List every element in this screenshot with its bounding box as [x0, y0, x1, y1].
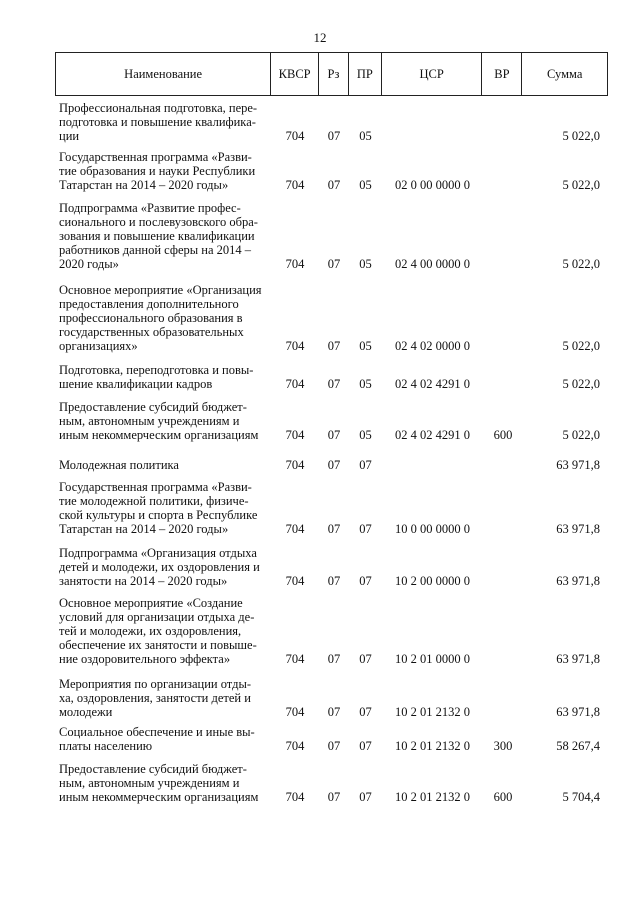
row-name: Предоставление субсидий бюджет- ным, автономным учреждениям и иным некоммерческим организациям: [59, 762, 259, 804]
row-pr: 05: [359, 178, 372, 192]
row-csr: 02 4 02 0000 0: [395, 339, 470, 353]
row-sum: 63 971,8: [556, 522, 600, 536]
row-pr: 07: [359, 790, 372, 804]
row-csr: 02 4 02 4291 0: [395, 377, 470, 391]
row-vr: [483, 596, 523, 666]
row-kvsr: 704: [285, 257, 305, 271]
row-vr: [483, 101, 523, 143]
row-vr: [483, 480, 523, 536]
row-pr: 05: [359, 129, 372, 143]
row-rz: 07: [327, 129, 341, 143]
row-name: Социальное обеспечение и иные вы- платы населению: [59, 725, 255, 753]
row-sum: 5 022,0: [562, 377, 600, 391]
table-row: [55, 101, 608, 143]
row-pr: 05: [359, 377, 372, 391]
row-name: Подготовка, переподготовка и повы- шение квалификации кадров: [59, 363, 254, 391]
row-kvsr: 704: [285, 178, 305, 192]
page-number: 12: [313, 30, 327, 45]
row-kvsr: 704: [285, 790, 305, 804]
row-vr: 300: [493, 739, 513, 753]
row-sum: 5 022,0: [562, 129, 600, 143]
table-header: [55, 52, 608, 96]
row-pr: 07: [359, 652, 372, 666]
row-name: Государственная программа «Разви- тие молодежной политики, физиче- ской культуры и спорта в Республике Татарстан на 2014 – 2020 годы»: [59, 480, 258, 536]
row-vr: [483, 150, 523, 192]
row-kvsr: 704: [285, 522, 305, 536]
row-name: Государственная программа «Разви- тие образования и науки Республики Татарстан на 2014 – 2020 годы»: [59, 150, 256, 192]
row-name: Профессиональная подготовка, пере- подготовка и повышение квалифика- ции: [59, 101, 258, 143]
row-vr: [483, 546, 523, 588]
row-kvsr: 704: [285, 652, 305, 666]
row-csr: 02 4 02 4291 0: [395, 428, 470, 442]
row-rz: 07: [327, 705, 341, 719]
row-sum: 58 267,4: [556, 739, 600, 753]
row-kvsr: 704: [285, 377, 305, 391]
row-name: Молодежная политика: [59, 458, 179, 472]
row-name: Основное мероприятие «Организация предоставления дополнительного профессионального образования в государственных образовательных организациях»: [59, 283, 262, 353]
row-kvsr: 704: [285, 574, 305, 588]
header-csr: ЦСР: [382, 53, 483, 95]
row-csr: 10 2 00 0000 0: [395, 574, 470, 588]
row-name: Мероприятия по организации отды- ха, оздоровления, занятости детей и молодежи: [59, 677, 252, 719]
row-sum: 63 971,8: [556, 705, 600, 719]
table-row: [55, 458, 608, 472]
row-sum: 5 022,0: [562, 428, 600, 442]
row-csr: 10 0 00 0000 0: [395, 522, 470, 536]
row-kvsr: 704: [285, 739, 305, 753]
row-kvsr: 704: [285, 339, 305, 353]
row-sum: 63 971,8: [556, 652, 600, 666]
row-pr: 05: [359, 428, 372, 442]
row-vr: [483, 458, 523, 472]
row-kvsr: 704: [285, 428, 305, 442]
row-csr: 10 2 01 2132 0: [395, 739, 470, 753]
row-pr: 05: [359, 257, 372, 271]
row-sum: 63 971,8: [556, 574, 600, 588]
row-csr: 10 2 01 2132 0: [395, 790, 470, 804]
row-pr: 07: [359, 739, 372, 753]
row-rz: 07: [327, 652, 341, 666]
row-pr: 07: [359, 574, 372, 588]
row-vr: [483, 283, 523, 353]
row-name: Подпрограмма «Организация отдыха детей и молодежи, их оздоровления и занятости на 2014 – 2020 годы»: [59, 546, 260, 588]
row-pr: 07: [359, 522, 372, 536]
row-csr: 02 0 00 0000 0: [395, 178, 470, 192]
row-csr: 02 4 00 0000 0: [395, 257, 470, 271]
row-vr: [483, 677, 523, 719]
table-row: [55, 283, 608, 353]
row-rz: 07: [327, 339, 341, 353]
row-name: Основное мероприятие «Создание условий для организации отдыха де- тей и молодежи, их оздоровления, обеспечение их занятости и повыше- ние оздоровительного эффекта»: [59, 596, 257, 666]
row-pr: 05: [359, 339, 372, 353]
row-sum: 5 704,4: [562, 790, 600, 804]
row-vr: [483, 363, 523, 391]
row-rz: 07: [327, 377, 341, 391]
header-sum: Сумма: [546, 66, 583, 81]
row-csr: [382, 458, 483, 472]
table-row: [55, 546, 608, 588]
row-rz: 07: [327, 790, 341, 804]
table-row: [55, 480, 608, 536]
row-rz: 07: [327, 178, 341, 192]
table-row: [55, 596, 608, 666]
row-rz: 07: [327, 458, 341, 472]
header-pr: ПР: [349, 53, 382, 95]
table-row: [55, 363, 608, 391]
row-name: Подпрограмма «Развитие профес- сионального и послевузовского обра- зования и повышение квалификации работников данной сферы на 2014 – 2020 годы»: [59, 201, 258, 271]
header-name: Наименование: [56, 53, 271, 95]
row-vr: 600: [493, 790, 513, 804]
table-row: [55, 400, 608, 442]
row-sum: 63 971,8: [556, 458, 600, 472]
row-kvsr: 704: [285, 705, 305, 719]
row-pr: 07: [359, 458, 372, 472]
table-row: [55, 762, 608, 804]
row-csr: [382, 101, 483, 143]
row-rz: 07: [327, 428, 341, 442]
row-sum: 5 022,0: [562, 257, 600, 271]
row-kvsr: 704: [285, 129, 305, 143]
header-vr: ВР: [482, 53, 522, 95]
row-vr: [483, 201, 523, 271]
table-row: [55, 150, 608, 192]
row-csr: 10 2 01 0000 0: [395, 652, 470, 666]
header-kvsr: КВСР: [271, 53, 319, 95]
row-rz: 07: [327, 522, 341, 536]
table-row: [55, 725, 608, 753]
row-rz: 07: [327, 739, 341, 753]
row-sum: 5 022,0: [562, 339, 600, 353]
row-csr: 10 2 01 2132 0: [395, 705, 470, 719]
row-pr: 07: [359, 705, 372, 719]
header-rz: Рз: [319, 53, 349, 95]
row-sum: 5 022,0: [562, 178, 600, 192]
table-row: [55, 201, 608, 271]
row-vr: 600: [493, 428, 513, 442]
row-rz: 07: [327, 574, 341, 588]
row-rz: 07: [327, 257, 341, 271]
table-row: [55, 677, 608, 719]
row-name: Предоставление субсидий бюджет- ным, автономным учреждениям и иным некоммерческим организациям: [59, 400, 259, 442]
row-kvsr: 704: [285, 458, 305, 472]
